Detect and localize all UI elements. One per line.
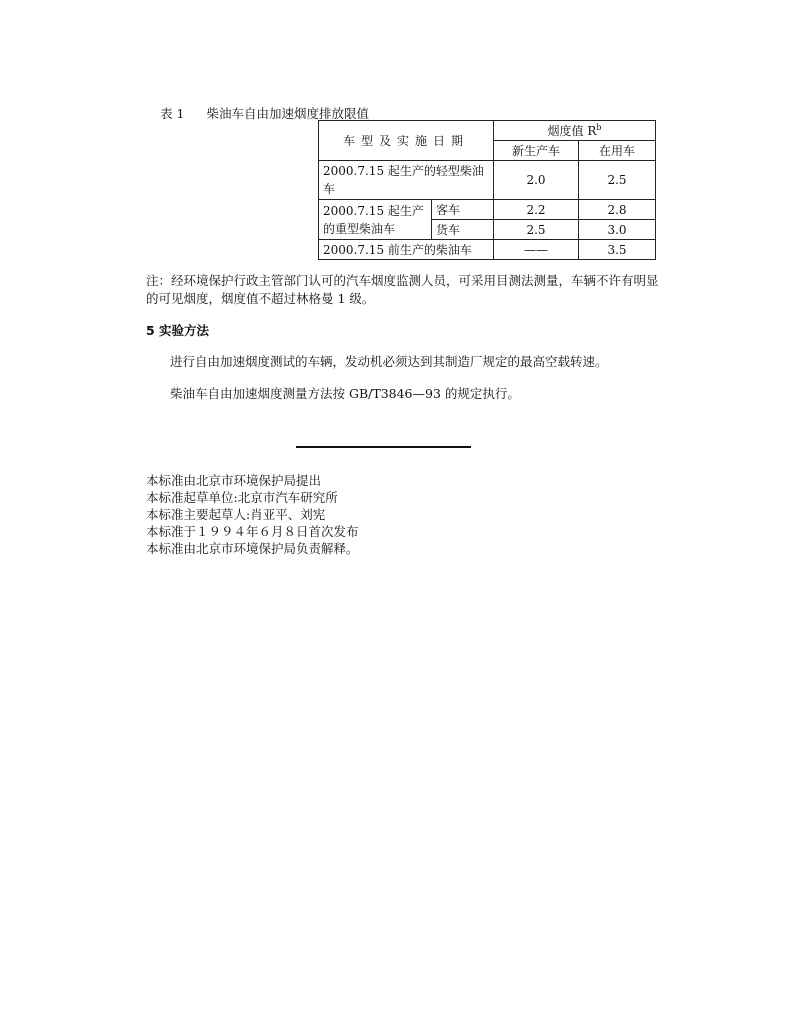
row-label: 2000.7.15 起生产的轻型柴油车: [319, 161, 494, 200]
row-in-use-value: 2.8: [579, 200, 656, 220]
row-new-value: 2.5: [494, 220, 579, 240]
row-in-use-value: 3.0: [579, 220, 656, 240]
footer-line: 本标准于１９９４年６月８日首次发布: [146, 524, 359, 539]
footer-line: 本标准由北京市环境保护局提出: [146, 473, 322, 488]
section-paragraph: 进行自由加速烟度测试的车辆，发动机必须达到其制造厂规定的最高空载转速。: [170, 354, 608, 369]
row-label: 2000.7.15 前生产的柴油车: [319, 240, 494, 260]
table-header-row: [319, 121, 656, 141]
row-sub-label: 货车: [432, 220, 494, 240]
row-new-value: ——: [494, 240, 579, 260]
footer-line: 本标准主要起草人:肖亚平、刘宪: [146, 507, 326, 522]
footer-block: [146, 472, 359, 557]
header-in-use-vehicles: 在用车: [579, 141, 656, 161]
row-in-use-value: 2.5: [579, 161, 656, 200]
table-note: 注：经环境保护行政主管部门认可的汽车烟度监测人员，可采用目测法测量，车辆不许有明显的可见烟度，烟度值不超过林格曼 1 级。: [146, 273, 659, 306]
emission-limits-table: [318, 120, 656, 260]
divider-rule: [296, 446, 471, 448]
footer-line: 本标准由北京市环境保护局负责解释。: [146, 541, 359, 556]
row-new-value: 2.2: [494, 200, 579, 220]
table-row: [319, 161, 656, 200]
row-label: 2000.7.15 起生产的重型柴油车: [319, 200, 432, 240]
table-number: 表 1: [160, 106, 185, 121]
section-paragraph: 柴油车自由加速烟度测量方法按 GB/T3846—93 的规定执行。: [170, 386, 520, 401]
footer-line: 本标准起草单位:北京市汽车研究所: [146, 490, 338, 505]
header-new-vehicles: 新生产车: [494, 141, 579, 161]
table-row: [319, 200, 656, 220]
row-new-value: 2.0: [494, 161, 579, 200]
header-smoke-value-sup: b: [596, 122, 602, 132]
row-in-use-value: 3.5: [579, 240, 656, 260]
row-sub-label: 客车: [432, 200, 494, 220]
header-vehicle-type-date: 车型及实施日期: [319, 121, 494, 161]
table-row: [319, 240, 656, 260]
header-smoke-value-label: 烟度值 R: [547, 123, 597, 138]
header-smoke-value: [494, 121, 656, 141]
section-heading: 5 实验方法: [146, 323, 210, 338]
table-title: 柴油车自由加速烟度排放限值: [206, 106, 369, 121]
